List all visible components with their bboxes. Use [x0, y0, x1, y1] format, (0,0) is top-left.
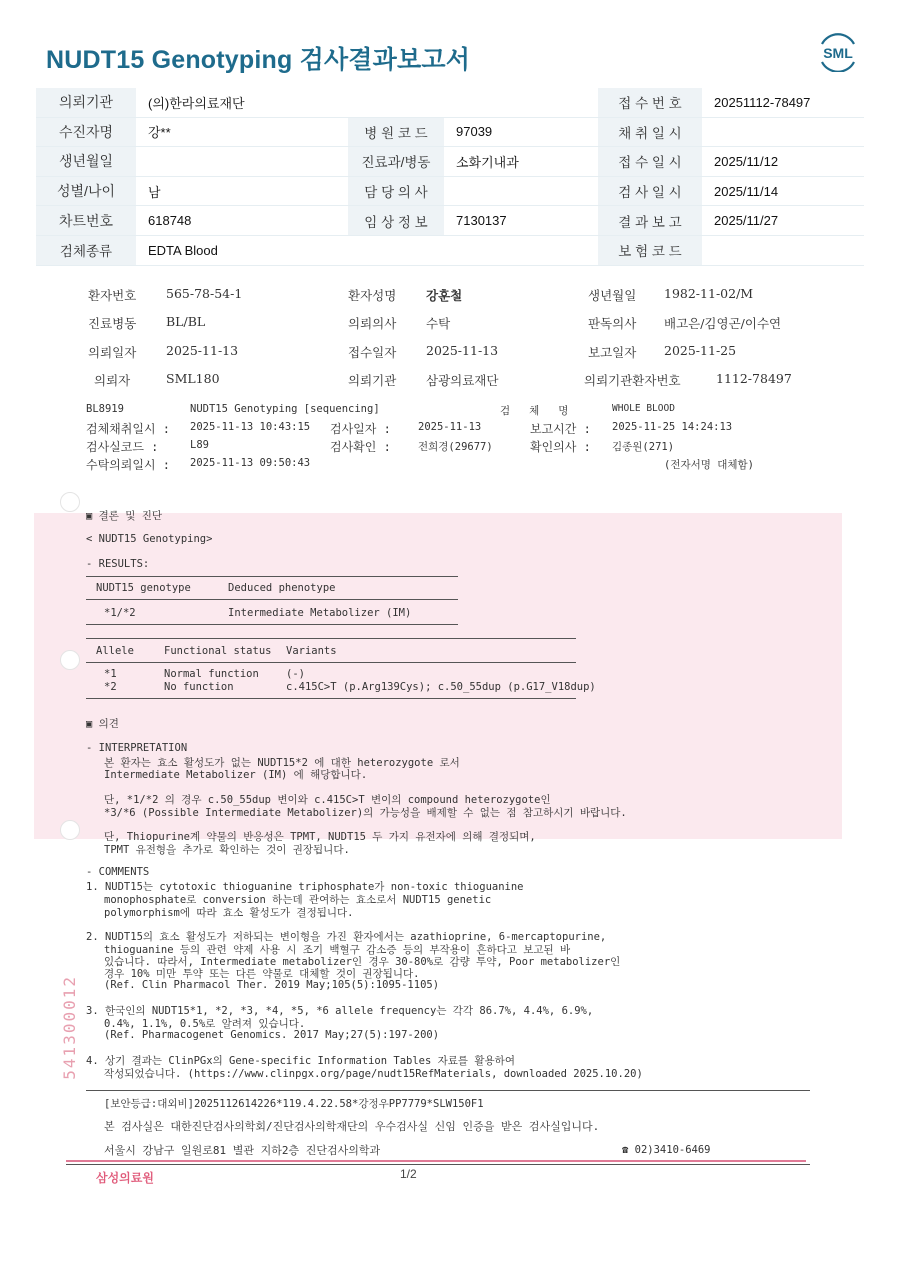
info-value [702, 235, 864, 265]
function-value: Normal function [164, 668, 259, 680]
info-label: 보 험 코 드 [598, 235, 702, 265]
info-value: 남 [136, 176, 348, 206]
request-date-value: 2025-11-13 [166, 343, 239, 358]
info-value: 강** [136, 117, 348, 147]
patient-name-label: 환자성명 [348, 288, 397, 303]
variant-value: c.415C>T (p.Arg139Cys); c.50_55dup (p.G17_V18dup) [286, 681, 596, 693]
patient-info-table [36, 88, 864, 266]
punch-hole [60, 650, 80, 670]
info-row [36, 117, 864, 147]
interpretation-line: 단, Thiopurine계 약물의 반응성은 TPMT, NUDT15 두 가지 유전자에 의해 결정되며, [104, 831, 536, 843]
divider [86, 662, 576, 663]
document-stamp-number: 541300012 [60, 975, 79, 1080]
specimen-label: 검 체 명 [500, 405, 569, 417]
phenotype-value: Intermediate Metabolizer (IM) [228, 607, 412, 619]
genotype-value: *1/*2 [104, 607, 136, 619]
info-label: 진료과/병동 [348, 147, 444, 177]
requester-label: 의뢰자 [94, 373, 131, 388]
consign-time-label: 수탁의뢰일시 : [86, 458, 171, 472]
collect-time-value: 2025-11-13 10:43:15 [190, 421, 311, 433]
info-value [702, 117, 864, 147]
info-label: 임 상 정 보 [348, 206, 444, 236]
info-label: 접 수 일 시 [598, 147, 702, 177]
info-value: 소화기내과 [444, 147, 598, 177]
genotype-header: NUDT15 genotype [96, 582, 191, 594]
info-row [36, 235, 864, 265]
lab-phone: ☎ 02)3410-6469 [622, 1144, 711, 1156]
info-label: 의뢰기관 [36, 88, 136, 117]
comment-line: 4. 상기 결과는 ClinPGx의 Gene-specific Information Tables 자료를 활용하여 [86, 1055, 515, 1067]
divider [66, 1164, 810, 1165]
comment-line: (Ref. Pharmacogenet Genomics. 2017 May;27(5):197-200) [104, 1029, 440, 1041]
info-label: 생년월일 [36, 147, 136, 177]
conclusion-heading: ▣ 결론 및 진단 [86, 510, 163, 522]
variants-header: Variants [286, 645, 337, 657]
divider [86, 1090, 810, 1091]
confirm-doctor-value: 김종원(271) [612, 441, 675, 453]
info-value: 7130137 [444, 206, 598, 236]
request-date-label: 의뢰일자 [88, 345, 137, 360]
divider [86, 638, 576, 639]
ward-value: BL/BL [166, 314, 206, 329]
confirm-label: 검사확인 : [330, 440, 391, 454]
info-value: EDTA Blood [136, 235, 598, 265]
collect-time-label: 검체채취일시 : [86, 422, 171, 436]
info-value [136, 147, 348, 177]
footer-accent-line [66, 1160, 806, 1162]
footer-brand: 삼성의료원 [96, 1171, 154, 1185]
lab-code-label: 검사실코드 : [86, 440, 159, 454]
lab-address: 서울시 강남구 일원로81 별관 지하2층 진단검사의학과 [104, 1144, 381, 1157]
interpretation-line: *3/*6 (Possible Intermediate Metabolizer)의 가능성을 배제할 수 없는 점 참고하시기 바랍니다. [104, 807, 627, 819]
test-name: NUDT15 Genotyping [sequencing] [190, 403, 380, 415]
info-value: 2025/11/14 [702, 176, 864, 206]
sml-logo [816, 32, 860, 72]
patient-name-value: 강훈철 [426, 288, 463, 303]
patient-dob-value: 1982-11-02/M [664, 286, 754, 301]
interpretation-line: 단, *1/*2 의 경우 c.50_55dup 변이와 c.415C>T 변이의 compound heterozygote인 [104, 794, 551, 806]
certification-text: 본 검사실은 대한진단검사의학회/진단검사의학재단의 우수검사실 신임 인증을 받은 검사실입니다. [104, 1120, 600, 1133]
info-label: 담 당 의 사 [348, 176, 444, 206]
divider [86, 624, 458, 625]
allele-header: Allele [96, 645, 134, 657]
patient-dob-label: 생년월일 [588, 288, 637, 303]
report-time-value: 2025-11-25 14:24:13 [612, 421, 733, 433]
security-line: [보안등급:대외비]2025112614226*119.4.22.58*강정우PP7779*SLW150F1 [104, 1098, 484, 1110]
info-row [36, 88, 864, 117]
info-label: 채 취 일 시 [598, 117, 702, 147]
requester-value: SML180 [166, 371, 220, 386]
divider [86, 698, 576, 699]
info-label: 검 사 일 시 [598, 176, 702, 206]
info-value [444, 176, 598, 206]
info-value: 618748 [136, 206, 348, 236]
comment-line: polymorphism에 따라 효소 활성도가 결정됩니다. [104, 907, 354, 919]
info-row [36, 147, 864, 177]
info-value: (의)한라의료재단 [136, 88, 598, 117]
ref-doctor-value: 수탁 [426, 316, 451, 331]
info-value: 2025/11/27 [702, 206, 864, 236]
opinion-heading: ▣ 의견 [86, 718, 119, 730]
function-header: Functional status [164, 645, 272, 657]
patient-id-value: 565-78-54-1 [166, 286, 243, 301]
patient-id-label: 환자번호 [88, 288, 137, 303]
lab-code-value: L89 [190, 439, 209, 451]
reading-doctor-label: 판독의사 [588, 316, 637, 331]
org-patient-id-label: 의뢰기관환자번호 [584, 373, 681, 388]
divider [86, 576, 458, 577]
interpretation-label: - INTERPRETATION [86, 742, 188, 754]
page-number: 1/2 [400, 1167, 417, 1181]
allele-value: *2 [104, 681, 117, 693]
reading-doctor-value: 배고은/김영곤/이수연 [664, 316, 782, 331]
info-label: 수진자명 [36, 117, 136, 147]
comment-line: (Ref. Clin Pharmacol Ther. 2019 May;105(5):1095-1105) [104, 979, 440, 991]
receive-date-label: 접수일자 [348, 345, 397, 360]
comment-line: 1. NUDT15는 cytotoxic thioguanine triphosphate가 non-toxic thioguanine [86, 881, 524, 893]
report-time-label: 보고시간 : [530, 422, 591, 436]
report-title: NUDT15 Genotyping 검사결과보고서 [46, 46, 471, 74]
punch-hole [60, 820, 80, 840]
variant-value: (-) [286, 668, 305, 680]
receive-date-value: 2025-11-13 [426, 343, 499, 358]
allele-value: *1 [104, 668, 117, 680]
info-label: 접 수 번 호 [598, 88, 702, 117]
specimen-value: WHOLE BLOOD [612, 403, 675, 414]
comment-line: 경우 10% 미만 투약 또는 다른 약물로 대체할 것이 권장됩니다. [104, 968, 420, 980]
info-label: 성별/나이 [36, 176, 136, 206]
info-label: 차트번호 [36, 206, 136, 236]
interpretation-line: Intermediate Metabolizer (IM) 에 해당합니다. [104, 769, 368, 781]
info-label: 검체종류 [36, 235, 136, 265]
comment-line: thioguanine 등의 관련 약제 사용 시 조기 백혈구 감소증 등의 부작용이 흔하다고 보고된 바 [104, 944, 571, 956]
report-date-value: 2025-11-25 [664, 343, 737, 358]
phenotype-header: Deduced phenotype [228, 582, 336, 594]
info-label: 병 원 코 드 [348, 117, 444, 147]
report-date-label: 보고일자 [588, 345, 637, 360]
request-org-value: 삼광의료재단 [426, 373, 499, 388]
comment-line: 작성되었습니다. (https://www.clinpgx.org/page/nudt15RefMaterials, downloaded 2025.10.20) [104, 1068, 643, 1080]
comment-line: 0.4%, 1.1%, 0.5%로 알려져 있습니다. [104, 1018, 306, 1030]
request-org-label: 의뢰기관 [348, 373, 397, 388]
comment-line: 3. 한국인의 NUDT15*1, *2, *3, *4, *5, *6 allele frequency는 각각 86.7%, 4.4%, 6.9%, [86, 1005, 594, 1017]
comment-line: 2. NUDT15의 효소 활성도가 저하되는 변이형을 가진 환자에서는 azathioprine, 6-mercaptopurine, [86, 931, 607, 943]
comment-line: monophosphate로 conversion 하는데 관여하는 효소로서 NUDT15 genetic [104, 894, 492, 906]
logo-text: SML [823, 45, 853, 61]
e-signature-note: (전자서명 대체함) [664, 459, 754, 471]
confirm-doctor-label: 확인의사 : [530, 440, 591, 454]
info-row [36, 176, 864, 206]
comment-line: 있습니다. 따라서, Intermediate metabolizer인 경우 30-80%로 감량 투약, Poor metabolizer인 [104, 956, 621, 968]
info-row [36, 206, 864, 236]
comments-label: - COMMENTS [86, 866, 150, 878]
info-label: 결 과 보 고 [598, 206, 702, 236]
conclusion-subtitle: < NUDT15 Genotyping> [86, 533, 213, 545]
test-date-value: 2025-11-13 [418, 421, 482, 433]
info-value: 2025/11/12 [702, 147, 864, 177]
confirm-value: 전희경(29677) [418, 441, 493, 453]
divider [86, 599, 458, 600]
ward-label: 진료병동 [88, 316, 137, 331]
highlight-band [34, 513, 842, 839]
test-code: BL8919 [86, 403, 124, 415]
interpretation-line: 본 환자는 효소 활성도가 없는 NUDT15*2 에 대한 heterozygote 로서 [104, 757, 460, 769]
consign-time-value: 2025-11-13 09:50:43 [190, 457, 311, 469]
info-value: 20251112-78497 [702, 88, 864, 117]
test-date-label: 검사일자 : [330, 422, 391, 436]
punch-hole [60, 492, 80, 512]
results-label: - RESULTS: [86, 558, 150, 570]
function-value: No function [164, 681, 234, 693]
info-value: 97039 [444, 117, 598, 147]
ref-doctor-label: 의뢰의사 [348, 316, 397, 331]
interpretation-line: TPMT 유전형을 추가로 확인하는 것이 권장됩니다. [104, 844, 350, 856]
org-patient-id-value: 1112-78497 [716, 371, 792, 386]
